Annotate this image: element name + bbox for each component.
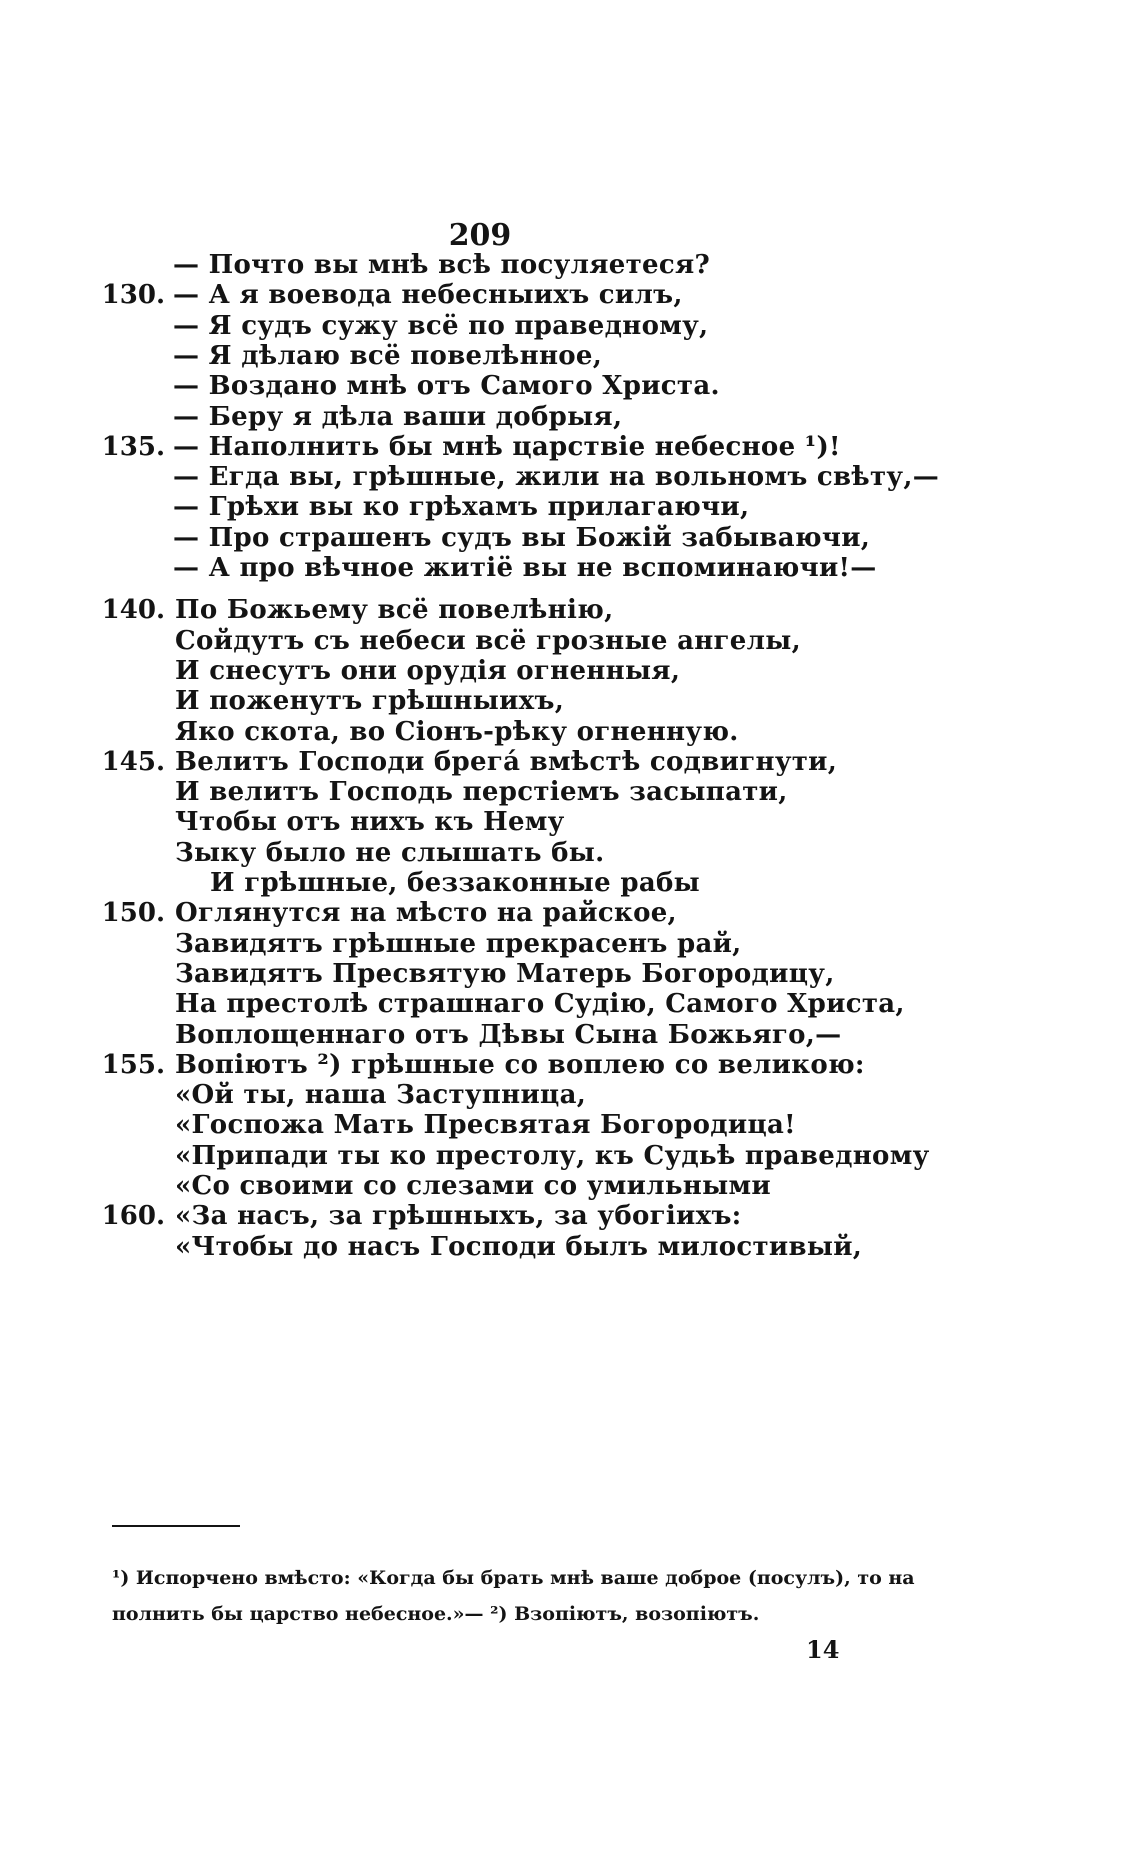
- footnote-line: полнить бы царство небесное.»— ²) Взопiютъ, возопiютъ.: [112, 1603, 760, 1625]
- verse-text: «Со своими со слезами со умильными: [175, 1171, 771, 1201]
- verse-number: 145.: [101, 747, 165, 777]
- verse-text: Сойдутъ съ небеси всё грозные ангелы,: [175, 626, 801, 656]
- verse-text: — Воздано мнѣ отъ Самого Христа.: [173, 371, 720, 401]
- verse-text: Чтобы отъ нихъ къ Нему: [175, 807, 565, 837]
- verse-text: Воплощеннаго отъ Дѣвы Сына Божьяго,—: [175, 1020, 842, 1050]
- verse-text: Завидятъ грѣшные прекрасенъ рай,: [175, 929, 742, 959]
- verse-text: — Почто вы мнѣ всѣ посуляетеся?: [173, 250, 710, 280]
- verse-line: [0, 1229, 1140, 1265]
- footnotes: [112, 1560, 915, 1632]
- verse-number: 150.: [101, 898, 165, 928]
- verse-text: На престолѣ страшнаго Судiю, Самого Христа,: [175, 989, 905, 1019]
- verse-text: И снесутъ они орудiя огненныя,: [175, 656, 681, 686]
- verse-text: — А про вѣчное житiё вы не вспоминаючи!—: [173, 553, 877, 583]
- verse-text: «За насъ, за грѣшныхъ, за убогiихъ:: [175, 1201, 742, 1231]
- verse-text: И велитъ Господь перстiемъ засыпати,: [175, 777, 788, 807]
- verse-text: И поженутъ грѣшныихъ,: [175, 686, 565, 716]
- verse-text: — Беру я дѣла ваши добрыя,: [173, 402, 623, 432]
- verse-line: [0, 550, 1140, 586]
- verse-number: 155.: [101, 1050, 165, 1080]
- verse-text: «Чтобы до насъ Господи былъ милостивый,: [175, 1232, 863, 1262]
- verse-text: — Грѣхи вы ко грѣхамъ прилагаючи,: [173, 492, 750, 522]
- verse-number: 160.: [101, 1201, 165, 1231]
- verse-text: — Про страшенъ судъ вы Божiй забываючи,: [173, 523, 871, 553]
- footnote-line: ¹) Испорчено вмѣсто: «Когда бы брать мнѣ ваше доброе (посулъ), то на: [112, 1567, 915, 1589]
- verse-number: 135.: [101, 432, 165, 462]
- footnote-divider: [112, 1525, 240, 1527]
- verse-number: 140.: [101, 595, 165, 625]
- verse-text: — Наполнить бы мнѣ царствiе небесное ¹)!: [173, 432, 841, 462]
- verse-text: Зыку было не слышать бы.: [175, 838, 605, 868]
- verse-text: Вопiютъ ²) грѣшные со воплею со великою:: [175, 1050, 865, 1080]
- verse-number: 130.: [101, 280, 165, 310]
- verse-text: Яко скота, во Сiонъ-рѣку огненную.: [175, 717, 739, 747]
- verse-text: Завидятъ Пресвятую Матерь Богородицу,: [175, 959, 835, 989]
- verse-text: — Я дѣлаю всё повелѣнное,: [173, 341, 603, 371]
- verse-text: «Припади ты ко престолу, къ Судьѣ праведному: [175, 1141, 930, 1171]
- verse-text: «Ой ты, наша Заступница,: [175, 1080, 587, 1110]
- verse-text: Оглянутся на мѣсто на райское,: [175, 898, 677, 928]
- verse-text: Велитъ Господи брегá вмѣстѣ содвигнути,: [175, 747, 838, 777]
- verse-text: — Я судъ сужу всё по праведному,: [173, 311, 709, 341]
- verse-text: — А я воевода небесныихъ силъ,: [173, 280, 683, 310]
- page-number: 209: [448, 218, 512, 253]
- verse-text: — Егда вы, грѣшные, жили на вольномъ свѣту,—: [173, 462, 939, 492]
- signature-mark: 14: [806, 1635, 840, 1664]
- verse-text: И грѣшные, беззаконные рабы: [210, 868, 700, 898]
- verse-text: По Божьему всё повелѣнiю,: [175, 595, 614, 625]
- verse-text: «Госпожа Мать Пресвятая Богородица!: [175, 1110, 796, 1140]
